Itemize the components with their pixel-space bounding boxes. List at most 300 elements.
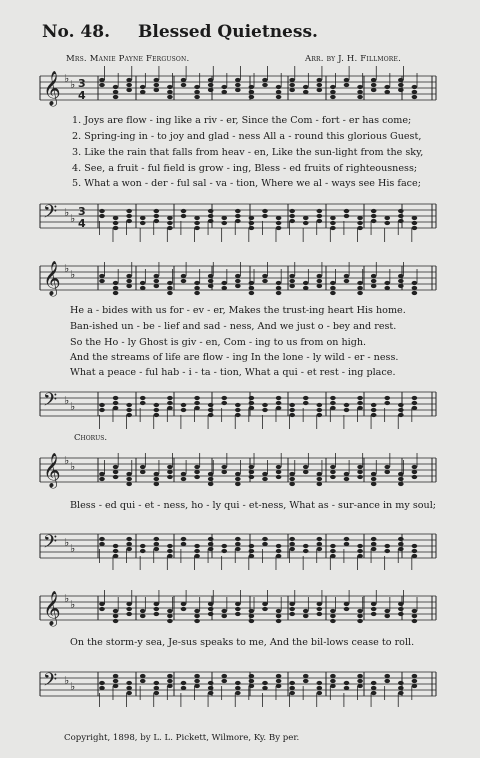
note-head	[235, 83, 241, 87]
note-head	[371, 612, 377, 616]
note-head	[221, 286, 227, 290]
note-head	[344, 408, 350, 412]
note-head	[235, 472, 241, 476]
note-head	[249, 226, 255, 230]
note-head	[194, 619, 200, 623]
flat-icon: ♭	[64, 206, 70, 219]
note-head	[167, 226, 173, 230]
note-head	[126, 537, 132, 541]
note-head	[194, 609, 200, 613]
note-head	[317, 403, 323, 407]
note-head	[276, 475, 282, 479]
note-head	[194, 475, 200, 479]
note-head	[113, 619, 119, 623]
note-head	[208, 83, 214, 87]
note-head	[262, 214, 268, 218]
note-head	[344, 279, 350, 283]
time-signature-bottom: 4	[78, 217, 86, 230]
note-head	[140, 609, 146, 613]
arranger-credit: Arr. by J. H. Fillmore.	[305, 54, 402, 64]
note-head	[181, 274, 187, 278]
note-head	[249, 291, 255, 295]
flat-icon: ♭	[64, 72, 70, 85]
flat-icon: ♭	[64, 592, 70, 605]
note-head	[412, 85, 418, 89]
note-head	[384, 221, 390, 225]
note-head	[276, 609, 282, 613]
note-head	[317, 408, 323, 412]
note-head	[398, 602, 404, 606]
flat-icon: ♭	[64, 536, 70, 549]
note-head	[194, 221, 200, 225]
note-head	[140, 465, 146, 469]
note-head	[398, 274, 404, 278]
note-head	[289, 88, 295, 92]
note-head	[384, 281, 390, 285]
note-head	[194, 286, 200, 290]
note-head	[330, 221, 336, 225]
note-head	[167, 95, 173, 99]
verse-4-line-2: And the streams of life are flow - ing In the lone - ly wild - er - ness.	[70, 352, 399, 363]
note-head	[412, 614, 418, 618]
note-head	[167, 291, 173, 295]
note-head	[154, 542, 160, 546]
note-head	[181, 602, 187, 606]
note-head	[289, 477, 295, 481]
note-head	[357, 470, 363, 474]
note-head	[398, 472, 404, 476]
note-head	[249, 544, 255, 548]
note-head	[330, 90, 336, 94]
note-head	[113, 286, 119, 290]
note-head	[126, 403, 132, 407]
note-head	[154, 408, 160, 412]
note-head	[344, 274, 350, 278]
note-head	[289, 83, 295, 87]
note-head	[276, 544, 282, 548]
note-head	[330, 406, 336, 410]
note-head	[208, 686, 214, 690]
note-head	[330, 475, 336, 479]
note-head	[317, 413, 323, 417]
time-signature-top: 3	[78, 77, 86, 90]
note-head	[181, 408, 187, 412]
note-head	[371, 547, 377, 551]
verse-5-line-1: 5. What a won - der - ful sal - va - tion, Where we al - ways see His face;	[72, 178, 421, 189]
note-head	[317, 279, 323, 283]
note-head	[126, 686, 132, 690]
note-head	[303, 286, 309, 290]
note-head	[154, 214, 160, 218]
note-head	[249, 614, 255, 618]
note-head	[276, 674, 282, 678]
note-head	[221, 549, 227, 553]
note-head	[262, 472, 268, 476]
hymn-number: No. 48.	[42, 22, 110, 42]
note-head	[276, 614, 282, 618]
note-head	[289, 279, 295, 283]
note-head	[126, 83, 132, 87]
note-head	[344, 686, 350, 690]
note-head	[126, 88, 132, 92]
note-head	[398, 691, 404, 695]
note-head	[249, 470, 255, 474]
note-head	[398, 612, 404, 616]
note-head	[208, 681, 214, 685]
chorus-label: Chorus.	[74, 433, 108, 443]
note-head	[113, 554, 119, 558]
note-head	[412, 544, 418, 548]
note-head	[384, 614, 390, 618]
copyright-notice: Copyright, 1898, by L. L. Pickett, Wilmore, Ky. By per.	[64, 733, 300, 743]
note-head	[208, 209, 214, 213]
flat-icon: ♭	[64, 674, 70, 687]
flat-icon: ♭	[64, 454, 70, 467]
note-head	[154, 612, 160, 616]
note-head	[126, 472, 132, 476]
note-head	[371, 214, 377, 218]
note-head	[371, 83, 377, 87]
note-head	[249, 475, 255, 479]
note-head	[154, 284, 160, 288]
note-head	[113, 549, 119, 553]
note-head	[330, 85, 336, 89]
treble-staff-chorus-1	[40, 452, 440, 494]
note-head	[154, 78, 160, 82]
note-head	[330, 674, 336, 678]
note-head	[113, 291, 119, 295]
note-head	[181, 83, 187, 87]
note-head	[235, 542, 241, 546]
note-head	[289, 691, 295, 695]
note-head	[371, 607, 377, 611]
note-head	[249, 674, 255, 678]
verse-3-line-1: 3. Like the rain that falls from heav - en, Like the sun-light from the sky,	[72, 147, 424, 158]
note-head	[113, 544, 119, 548]
note-head	[344, 681, 350, 685]
note-head	[276, 406, 282, 410]
treble-staff-system-1	[40, 70, 440, 112]
note-head	[99, 403, 105, 407]
note-head	[140, 396, 146, 400]
note-head	[221, 221, 227, 225]
note-head	[208, 537, 214, 541]
note-head	[154, 209, 160, 213]
note-head	[194, 465, 200, 469]
note-head	[262, 686, 268, 690]
note-head	[330, 679, 336, 683]
note-head	[126, 219, 132, 223]
note-head	[317, 274, 323, 278]
note-head	[194, 396, 200, 400]
note-head	[289, 537, 295, 541]
note-head	[289, 214, 295, 218]
note-head	[235, 607, 241, 611]
note-head	[398, 547, 404, 551]
note-head	[303, 609, 309, 613]
note-head	[344, 403, 350, 407]
note-head	[249, 609, 255, 613]
note-head	[317, 88, 323, 92]
note-head	[99, 209, 105, 213]
note-head	[371, 284, 377, 288]
note-head	[371, 279, 377, 283]
note-head	[357, 619, 363, 623]
note-head	[235, 477, 241, 481]
note-head	[276, 465, 282, 469]
note-head	[99, 214, 105, 218]
bass-clef-icon: 𝄢	[43, 670, 58, 695]
note-head	[317, 472, 323, 476]
note-head	[398, 537, 404, 541]
note-head	[181, 477, 187, 481]
note-head	[194, 401, 200, 405]
note-head	[412, 226, 418, 230]
note-head	[154, 88, 160, 92]
note-head	[113, 470, 119, 474]
note-head	[181, 78, 187, 82]
note-head	[412, 674, 418, 678]
note-head	[371, 477, 377, 481]
note-head	[317, 477, 323, 481]
note-head	[398, 403, 404, 407]
hymn-title: Blessed Quietness.	[138, 22, 318, 42]
verse-5-line-2: What a peace - ful hab - i - ta - tion, What a qui - et rest - ing place.	[70, 367, 396, 378]
note-head	[140, 216, 146, 220]
note-head	[154, 83, 160, 87]
note-head	[289, 78, 295, 82]
note-head	[398, 542, 404, 546]
note-head	[194, 85, 200, 89]
note-head	[276, 90, 282, 94]
note-head	[221, 679, 227, 683]
bass-staff-system-2	[40, 386, 440, 428]
note-head	[344, 209, 350, 213]
note-head	[344, 214, 350, 218]
note-head	[371, 219, 377, 223]
note-head	[398, 219, 404, 223]
flat-icon: ♭	[64, 394, 70, 407]
note-head	[249, 549, 255, 553]
bass-clef-icon: 𝄢	[43, 202, 58, 227]
note-head	[126, 602, 132, 606]
note-head	[344, 83, 350, 87]
note-head	[235, 78, 241, 82]
note-head	[303, 674, 309, 678]
note-head	[262, 408, 268, 412]
note-head	[126, 477, 132, 481]
note-head	[140, 470, 146, 474]
note-head	[330, 619, 336, 623]
note-head	[235, 284, 241, 288]
note-head	[303, 549, 309, 553]
note-head	[99, 537, 105, 541]
note-head	[357, 475, 363, 479]
note-head	[99, 681, 105, 685]
note-head	[208, 88, 214, 92]
note-head	[412, 90, 418, 94]
note-head	[167, 554, 173, 558]
note-head	[99, 686, 105, 690]
note-head	[167, 549, 173, 553]
note-head	[330, 544, 336, 548]
note-head	[317, 78, 323, 82]
time-signature-top: 3	[78, 205, 86, 218]
note-head	[289, 547, 295, 551]
note-head	[113, 406, 119, 410]
note-head	[235, 88, 241, 92]
note-head	[221, 465, 227, 469]
note-head	[113, 401, 119, 405]
note-head	[344, 607, 350, 611]
note-head	[371, 403, 377, 407]
note-head	[221, 396, 227, 400]
note-head	[181, 279, 187, 283]
note-head	[167, 401, 173, 405]
note-head	[99, 78, 105, 82]
note-head	[412, 281, 418, 285]
note-head	[289, 602, 295, 606]
flat-icon: ♭	[70, 680, 76, 693]
note-head	[384, 85, 390, 89]
note-head	[317, 607, 323, 611]
note-head	[221, 90, 227, 94]
note-head	[344, 537, 350, 541]
note-head	[126, 547, 132, 551]
note-head	[194, 684, 200, 688]
note-head	[154, 413, 160, 417]
note-head	[357, 465, 363, 469]
flat-icon: ♭	[70, 212, 76, 225]
note-head	[208, 413, 214, 417]
note-head	[262, 477, 268, 481]
note-head	[208, 607, 214, 611]
note-head	[235, 681, 241, 685]
flat-icon: ♭	[70, 542, 76, 555]
note-head	[276, 554, 282, 558]
note-head	[194, 614, 200, 618]
note-head	[249, 281, 255, 285]
note-head	[330, 286, 336, 290]
note-head	[140, 674, 146, 678]
note-head	[126, 274, 132, 278]
note-head	[154, 482, 160, 486]
note-head	[357, 216, 363, 220]
note-head	[249, 679, 255, 683]
note-head	[276, 221, 282, 225]
note-head	[412, 549, 418, 553]
note-head	[289, 209, 295, 213]
note-head	[317, 284, 323, 288]
note-head	[221, 85, 227, 89]
note-head	[140, 221, 146, 225]
note-head	[99, 408, 105, 412]
note-head	[113, 679, 119, 683]
note-head	[357, 614, 363, 618]
note-head	[276, 679, 282, 683]
note-head	[235, 219, 241, 223]
flat-icon: ♭	[70, 78, 76, 91]
note-head	[113, 221, 119, 225]
note-head	[99, 472, 105, 476]
note-head	[412, 396, 418, 400]
note-head	[317, 547, 323, 551]
note-head	[126, 681, 132, 685]
note-head	[330, 216, 336, 220]
note-head	[208, 691, 214, 695]
note-head	[317, 542, 323, 546]
note-head	[249, 684, 255, 688]
note-head	[371, 686, 377, 690]
note-head	[249, 465, 255, 469]
note-head	[126, 413, 132, 417]
note-head	[371, 537, 377, 541]
note-head	[140, 286, 146, 290]
note-head	[154, 472, 160, 476]
note-head	[167, 684, 173, 688]
note-head	[208, 602, 214, 606]
note-head	[249, 221, 255, 225]
note-head	[181, 681, 187, 685]
lyricist-credit: Mrs. Manie Payne Ferguson.	[66, 54, 190, 64]
note-head	[384, 544, 390, 548]
verse-2-line-2: Ban-ished un - be - lief and sad - ness, And we just o - bey and rest.	[70, 321, 397, 332]
note-head	[384, 396, 390, 400]
note-head	[344, 477, 350, 481]
note-head	[126, 408, 132, 412]
note-head	[276, 226, 282, 230]
note-head	[276, 291, 282, 295]
note-head	[99, 274, 105, 278]
note-head	[167, 674, 173, 678]
note-head	[289, 681, 295, 685]
note-head	[371, 413, 377, 417]
note-head	[167, 465, 173, 469]
note-head	[357, 544, 363, 548]
note-head	[398, 279, 404, 283]
note-head	[181, 209, 187, 213]
note-head	[235, 403, 241, 407]
note-head	[330, 549, 336, 553]
note-head	[384, 549, 390, 553]
bass-clef-icon: 𝄢	[43, 532, 58, 557]
note-head	[167, 544, 173, 548]
note-head	[194, 216, 200, 220]
note-head	[99, 83, 105, 87]
note-head	[357, 85, 363, 89]
note-head	[317, 681, 323, 685]
note-head	[317, 209, 323, 213]
flat-icon: ♭	[70, 598, 76, 611]
note-head	[371, 482, 377, 486]
note-head	[344, 78, 350, 82]
note-head	[384, 470, 390, 474]
note-head	[167, 85, 173, 89]
note-head	[208, 219, 214, 223]
note-head	[303, 90, 309, 94]
note-head	[113, 396, 119, 400]
note-head	[412, 406, 418, 410]
note-head	[126, 284, 132, 288]
note-head	[194, 470, 200, 474]
note-head	[398, 83, 404, 87]
note-head	[357, 401, 363, 405]
note-head	[262, 279, 268, 283]
note-head	[384, 286, 390, 290]
note-head	[140, 614, 146, 618]
note-head	[99, 477, 105, 481]
note-head	[235, 686, 241, 690]
